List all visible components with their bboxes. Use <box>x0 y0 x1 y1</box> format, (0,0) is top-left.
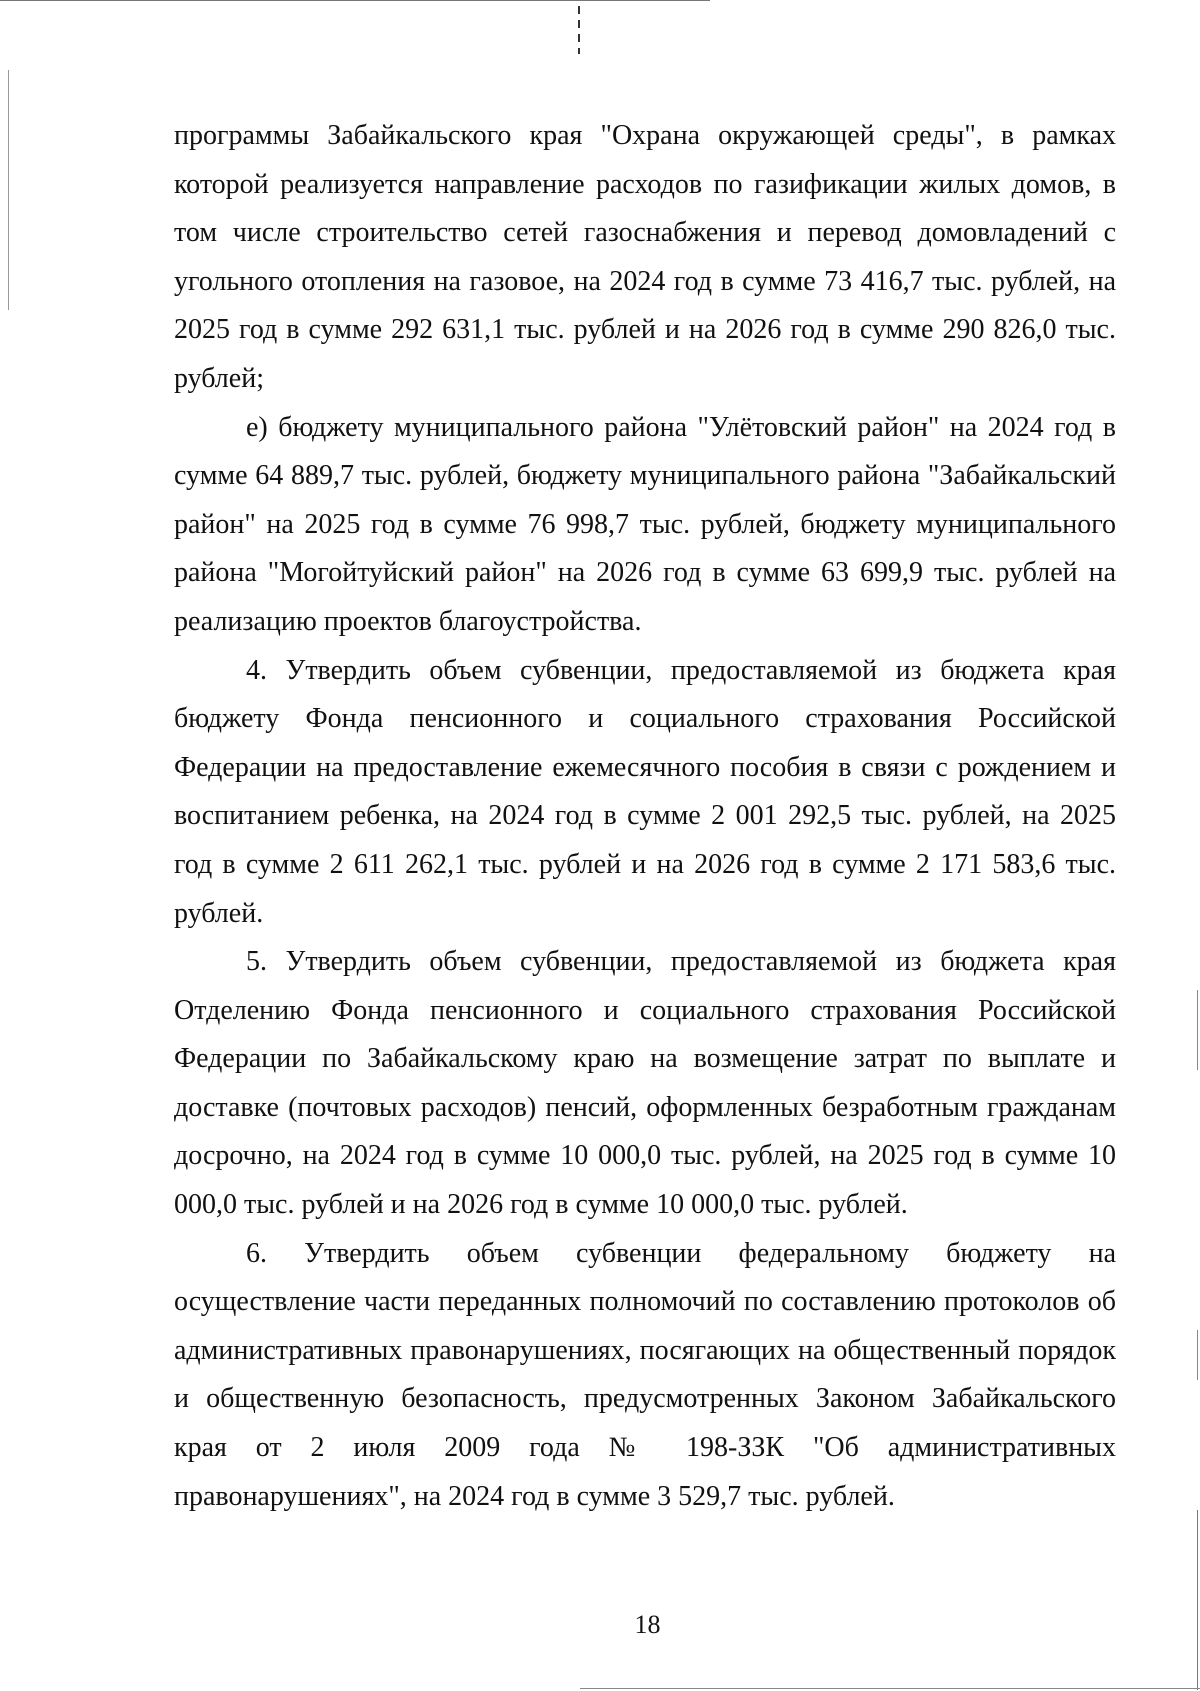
paragraph-item-e: е) бюджету муниципального района "Улётовский район" на 2024 год в сумме 64 889,7 тыс. рублей, бюджету муниципального района "Забайкальский район" на 2025 год в сумме 76 998,7 тыс. рублей, бюджету муниципального района "Могойтуйский район" на 2026 год в сумме 63 699,9 тыс. рублей на реализацию проектов благоустройства. <box>174 411 1116 637</box>
paragraph-continuation: программы Забайкальского края "Охрана окружающей среды", в рамках которой реализуется направление расходов по газификации жилых домов, в том числе строительство сетей газоснабжения и перевод домовладений с угольного отопления на газовое, на 2024 год в сумме 73 416,7 тыс. рублей, на 2025 год в сумме 292 631,1 тыс. рублей и на 2026 год в сумме 290 826,0 тыс. рублей; <box>174 120 1116 394</box>
scan-center-mark <box>578 6 580 54</box>
document-body <box>174 112 1116 1521</box>
page-number: 18 <box>634 1610 661 1639</box>
paragraph-item-6: 6. Утвердить объем субвенции федеральному бюджету на осуществление части переданных полномочий по составлению протоколов об административных правонарушениях, посягающих на общественный порядок и общественную безопасность, предусмотренных Законом Забайкальского края от 2 июля 2009 года № 198-ЗЗК "Об административных правонарушениях", на 2024 год в сумме 3 529,7 тыс. рублей. <box>174 1237 1116 1512</box>
scan-right-edge-2 <box>1197 1330 1198 1380</box>
scan-right-edge-3 <box>1197 1510 1198 1690</box>
paragraph-item-4: 4. Утвердить объем субвенции, предоставляемой из бюджета края бюджету Фонда пенсионного и социального страхования Российской Федерации на предоставление ежемесячного пособия в связи с рождением и воспитанием ребенка, на 2024 год в сумме 2 001 292,5 тыс. рублей, на 2025 год в сумме 2 611 262,1 тыс. рублей и на 2026 год в сумме 2 171 583,6 тыс. рублей. <box>174 654 1116 929</box>
scan-bottom-line <box>580 1688 1200 1689</box>
scan-top-line <box>0 0 710 1</box>
paragraph-item-5: 5. Утвердить объем субвенции, предоставляемой из бюджета края Отделению Фонда пенсионного и социального страхования Российской Федерации по Забайкальскому краю на возмещение затрат по выплате и доставке (почтовых расходов) пенсий, оформленных безработным гражданам досрочно, на 2024 год в сумме 10 000,0 тыс. рублей, на 2025 год в сумме 10 000,0 тыс. рублей и на 2026 год в сумме 10 000,0 тыс. рублей. <box>174 946 1116 1221</box>
scan-right-edge-1 <box>1197 990 1198 1070</box>
scan-left-edge <box>8 70 9 310</box>
